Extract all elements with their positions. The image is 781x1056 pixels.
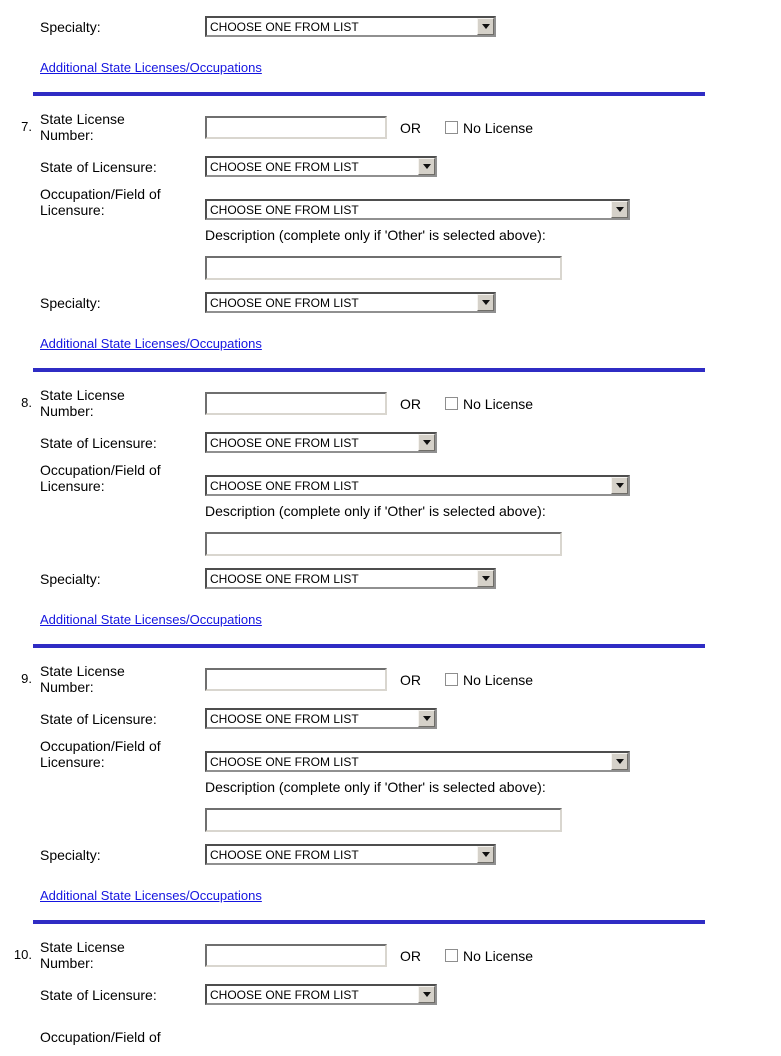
dropdown-arrow-icon[interactable] bbox=[477, 18, 494, 35]
dropdown-arrow-icon[interactable] bbox=[418, 710, 435, 727]
dropdown-arrow-icon[interactable] bbox=[418, 986, 435, 1003]
dropdown-arrow-icon[interactable] bbox=[611, 477, 628, 494]
specialty-select[interactable] bbox=[205, 292, 496, 313]
description-label: Description (complete only if 'Other' is selected above): bbox=[205, 227, 546, 243]
description-input[interactable] bbox=[205, 256, 562, 280]
no-license-checkbox[interactable] bbox=[445, 121, 458, 134]
dropdown-arrow-icon[interactable] bbox=[477, 294, 494, 311]
state-of-licensure-select-value: CHOOSE ONE FROM LIST bbox=[210, 436, 359, 450]
or-label: OR bbox=[400, 671, 421, 688]
specialty-select[interactable] bbox=[205, 568, 496, 589]
specialty-label: Specialty: bbox=[40, 18, 101, 35]
dropdown-arrow-icon[interactable] bbox=[418, 158, 435, 175]
no-license-checkbox[interactable] bbox=[445, 673, 458, 686]
no-license-checkbox[interactable] bbox=[445, 397, 458, 410]
state-of-licensure-select[interactable] bbox=[205, 984, 437, 1005]
section-divider bbox=[33, 368, 705, 372]
state-of-licensure-select[interactable] bbox=[205, 432, 437, 453]
occupation-select-value: CHOOSE ONE FROM LIST bbox=[210, 479, 359, 493]
down-triangle-icon bbox=[616, 759, 624, 764]
specialty-label: Specialty: bbox=[40, 294, 101, 311]
occupation-select-value: CHOOSE ONE FROM LIST bbox=[210, 203, 359, 217]
state-license-number-input[interactable] bbox=[205, 668, 387, 691]
dropdown-arrow-icon[interactable] bbox=[611, 201, 628, 218]
or-label: OR bbox=[400, 947, 421, 964]
description-input[interactable] bbox=[205, 532, 562, 556]
state-license-number-label: State License Number: bbox=[40, 939, 125, 971]
down-triangle-icon bbox=[482, 576, 490, 581]
state-of-licensure-label: State of Licensure: bbox=[40, 710, 157, 727]
specialty-select-value: CHOOSE ONE FROM LIST bbox=[210, 848, 359, 862]
or-label: OR bbox=[400, 119, 421, 136]
down-triangle-icon bbox=[423, 992, 431, 997]
state-of-licensure-select-value: CHOOSE ONE FROM LIST bbox=[210, 988, 359, 1002]
down-triangle-icon bbox=[423, 716, 431, 721]
no-license-label: No License bbox=[463, 119, 534, 136]
state-license-number-label: State License Number: bbox=[40, 663, 125, 695]
state-license-number-input[interactable] bbox=[205, 116, 387, 139]
description-label: Description (complete only if 'Other' is selected above): bbox=[205, 779, 546, 795]
description-label: Description (complete only if 'Other' is selected above): bbox=[205, 503, 546, 519]
section-divider bbox=[33, 920, 705, 924]
dropdown-arrow-icon[interactable] bbox=[418, 434, 435, 451]
dropdown-arrow-icon[interactable] bbox=[611, 753, 628, 770]
section-number: 7. bbox=[21, 119, 32, 134]
occupation-select-value: CHOOSE ONE FROM LIST bbox=[210, 755, 359, 769]
section-number: 8. bbox=[21, 395, 32, 410]
additional-licenses-link[interactable]: Additional State Licenses/Occupations bbox=[40, 888, 262, 903]
state-of-licensure-select[interactable] bbox=[205, 708, 437, 729]
down-triangle-icon bbox=[616, 207, 624, 212]
state-license-number-input[interactable] bbox=[205, 944, 387, 967]
state-of-licensure-select-value: CHOOSE ONE FROM LIST bbox=[210, 160, 359, 174]
license-form-page bbox=[0, 16, 781, 1045]
state-license-number-label: State License Number: bbox=[40, 111, 125, 143]
down-triangle-icon bbox=[482, 300, 490, 305]
occupation-label: Occupation/Field of Licensure: bbox=[40, 462, 161, 494]
down-triangle-icon bbox=[482, 24, 490, 29]
state-of-licensure-label: State of Licensure: bbox=[40, 986, 157, 1003]
dropdown-arrow-icon[interactable] bbox=[477, 846, 494, 863]
license-section-7 bbox=[0, 111, 781, 372]
down-triangle-icon bbox=[423, 164, 431, 169]
specialty-label: Specialty: bbox=[40, 846, 101, 863]
license-section-9 bbox=[0, 663, 781, 924]
occupation-label-partial: Occupation/Field of bbox=[40, 1029, 161, 1045]
no-license-label: No License bbox=[463, 395, 534, 412]
additional-licenses-link[interactable]: Additional State Licenses/Occupations bbox=[40, 60, 262, 75]
no-license-checkbox[interactable] bbox=[445, 949, 458, 962]
occupation-label: Occupation/Field of Licensure: bbox=[40, 186, 161, 218]
additional-licenses-link[interactable]: Additional State Licenses/Occupations bbox=[40, 612, 262, 627]
state-license-number-label: State License Number: bbox=[40, 387, 125, 419]
specialty-select-value: CHOOSE ONE FROM LIST bbox=[210, 572, 359, 586]
specialty-select-value: CHOOSE ONE FROM LIST bbox=[210, 296, 359, 310]
license-section-8 bbox=[0, 387, 781, 648]
occupation-label: Occupation/Field of Licensure: bbox=[40, 738, 161, 770]
specialty-label: Specialty: bbox=[40, 570, 101, 587]
specialty-select[interactable] bbox=[205, 16, 496, 37]
dropdown-arrow-icon[interactable] bbox=[477, 570, 494, 587]
state-of-licensure-select[interactable] bbox=[205, 156, 437, 177]
state-license-number-input[interactable] bbox=[205, 392, 387, 415]
down-triangle-icon bbox=[423, 440, 431, 445]
license-section-10 bbox=[0, 939, 781, 1045]
down-triangle-icon bbox=[616, 483, 624, 488]
occupation-select[interactable] bbox=[205, 475, 630, 496]
or-label: OR bbox=[400, 395, 421, 412]
occupation-select[interactable] bbox=[205, 199, 630, 220]
down-triangle-icon bbox=[482, 852, 490, 857]
additional-licenses-link[interactable]: Additional State Licenses/Occupations bbox=[40, 336, 262, 351]
specialty-select-value: CHOOSE ONE FROM LIST bbox=[210, 20, 359, 34]
state-of-licensure-label: State of Licensure: bbox=[40, 434, 157, 451]
section-top-partial bbox=[0, 16, 781, 96]
section-divider bbox=[33, 644, 705, 648]
section-number: 10. bbox=[13, 947, 32, 962]
state-of-licensure-select-value: CHOOSE ONE FROM LIST bbox=[210, 712, 359, 726]
no-license-label: No License bbox=[463, 947, 534, 964]
specialty-select[interactable] bbox=[205, 844, 496, 865]
no-license-label: No License bbox=[463, 671, 534, 688]
section-divider bbox=[33, 92, 705, 96]
section-number: 9. bbox=[21, 671, 32, 686]
occupation-select[interactable] bbox=[205, 751, 630, 772]
description-input[interactable] bbox=[205, 808, 562, 832]
state-of-licensure-label: State of Licensure: bbox=[40, 158, 157, 175]
